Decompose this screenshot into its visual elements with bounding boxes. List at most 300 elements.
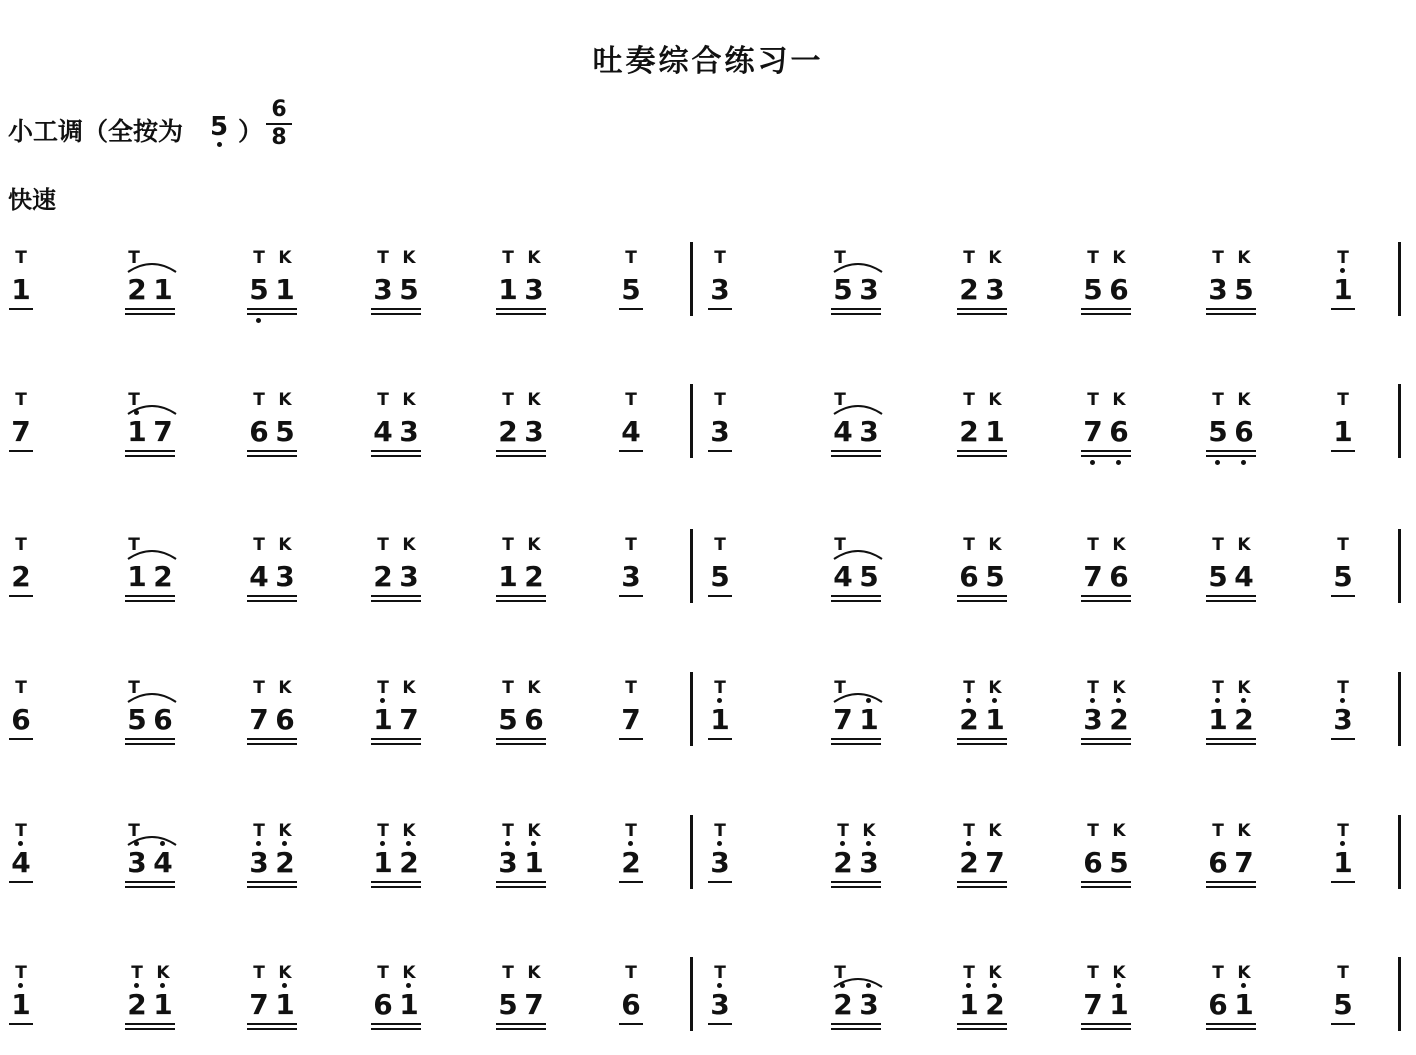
note-group [246,846,298,882]
high-octave-dot [18,841,23,846]
tonguing-marks [707,535,733,555]
tonguing-t: T [253,678,265,698]
note-digit: 1 [272,988,298,1021]
duration-underline [1206,595,1256,597]
high-octave-dot [1090,698,1095,703]
tonguing-t: T [625,390,637,410]
note-group [1330,415,1356,451]
duration-underline [708,308,732,310]
note-digit: 6 [1109,273,1129,306]
high-octave-dot [160,983,165,988]
duration-underline [1081,600,1131,602]
duration-underline [1206,886,1256,888]
note-digit: 2 [127,273,147,306]
beat-group [1205,382,1295,482]
duration-underline [9,595,33,597]
beat-group [246,527,336,627]
duration-underline [957,450,1007,452]
tonguing-t: T [1337,248,1349,268]
duration-underline [831,595,881,597]
tonguing-k: K [988,390,1002,410]
note-digit: 3 [124,846,150,879]
tonguing-t: T [502,535,514,555]
tonguing-marks [246,963,298,983]
note-group [618,273,644,309]
tonguing-k: K [527,821,541,841]
tonguing-marks [8,535,34,555]
duration-underline [831,881,881,883]
duration-underline [371,881,421,883]
note-digit: 3 [1208,273,1228,306]
slur-arc [830,545,886,561]
note-group [618,988,644,1024]
duration-underline [125,1023,175,1025]
tonguing-t: T [377,821,389,841]
high-octave-dot [992,983,997,988]
tonguing-k: K [156,963,170,983]
note-digit: 6 [1231,415,1257,448]
note-group [1080,273,1132,309]
note-group [1330,703,1356,739]
slur-arc [124,545,180,561]
duration-underline [708,595,732,597]
tonguing-k: K [527,535,541,555]
note-digit: 1 [11,273,31,306]
note-group [1205,703,1257,739]
duration-underline [831,886,881,888]
note-digit: 2 [498,415,518,448]
tonguing-k: K [988,821,1002,841]
tonguing-t: T [1087,678,1099,698]
tonguing-k: K [278,678,292,698]
duration-underline [247,595,297,597]
tonguing-t: T [15,821,27,841]
tempo-marking: 快速 [8,186,56,214]
duration-underline [125,313,175,315]
duration-underline [1081,738,1131,740]
beat-group [1080,240,1170,340]
tonguing-marks [618,963,644,983]
high-octave-dot [1116,698,1121,703]
note-digit: 1 [396,988,422,1021]
beat-group [124,813,214,913]
tonguing-marks [1330,963,1356,983]
tonguing-k: K [1112,963,1126,983]
high-octave-dot [1340,841,1345,846]
tonguing-marks [246,535,298,555]
duration-underline [247,743,297,745]
beat-group [1205,527,1295,627]
duration-underline [1331,595,1355,597]
beat-group [8,955,98,1055]
tonguing-t: T [377,535,389,555]
tonguing-marks [956,821,1008,841]
note-digit: 2 [956,703,982,736]
tonguing-marks [618,821,644,841]
beat-group [495,382,585,482]
high-octave-dot [282,983,287,988]
note-digit: 7 [153,415,173,448]
score-row [0,955,1416,1055]
note-digit: 1 [498,560,518,593]
beat-group [1205,955,1295,1055]
beat-group [1080,382,1170,482]
slur-arc [124,688,180,704]
beat-group [618,382,708,482]
beat-group [1080,670,1170,770]
note-digit: 7 [524,988,544,1021]
note-digit: 6 [1106,415,1132,448]
tonguing-t: T [15,678,27,698]
tonguing-marks [1205,678,1257,698]
score-row [0,240,1416,340]
note-digit: 1 [1330,846,1356,879]
barline [1398,529,1401,603]
score-row [0,382,1416,482]
note-group [370,273,422,309]
note-digit: 4 [833,415,853,448]
time-signature-bottom: 8 [271,125,287,150]
low-octave-dot [1116,460,1121,465]
duration-underline [619,1023,643,1025]
beat-group [956,382,1046,482]
tonguing-t: T [128,390,140,410]
tonguing-marks [707,678,733,698]
beat-group [1330,527,1416,627]
slur-arc [830,688,886,704]
note-digit: 4 [8,846,34,879]
high-octave-dot [1116,983,1121,988]
note-digit: 5 [127,703,147,736]
beat-group [124,240,214,340]
note-group [495,988,547,1024]
duration-underline [247,455,297,457]
note-digit: 7 [399,703,419,736]
beat-group [370,240,460,340]
tonguing-k: K [1237,535,1251,555]
beat-group [1205,813,1295,913]
tonguing-t: T [963,821,975,841]
tonguing-t: T [128,821,140,841]
duration-underline [831,308,881,310]
tonguing-marks [1080,821,1132,841]
tonguing-marks [1080,535,1132,555]
beat-group [618,527,708,627]
tonguing-marks [830,821,882,841]
tonguing-marks [1205,390,1257,410]
slur-arc [124,831,180,847]
note-digit: 7 [1083,560,1103,593]
duration-underline [831,1023,881,1025]
note-digit: 3 [524,273,544,306]
high-octave-dot [1241,698,1246,703]
note-digit: 1 [153,273,173,306]
beat-group [370,382,460,482]
tonguing-marks [1205,248,1257,268]
tonguing-marks [495,248,547,268]
duration-underline [371,450,421,452]
note-group [1205,846,1257,882]
beat-group [495,955,585,1055]
high-octave-dot [966,698,971,703]
beat-group [618,955,708,1055]
tonguing-t: T [714,963,726,983]
note-group [8,560,34,596]
note-digit: 4 [621,415,641,448]
note-digit: 3 [373,273,393,306]
note-group [1205,273,1257,309]
duration-underline [371,738,421,740]
duration-underline [125,308,175,310]
note-group [246,273,298,309]
tonguing-marks [956,390,1008,410]
note-digit: 3 [495,846,521,879]
barline [1398,815,1401,889]
note-digit: 5 [498,988,518,1021]
note-group [124,988,176,1024]
tonguing-marks [956,535,1008,555]
beat-group [1330,670,1416,770]
tonguing-marks [1205,963,1257,983]
note-group [124,703,176,739]
note-group [707,988,733,1024]
duration-underline [957,308,1007,310]
tonguing-t: T [15,248,27,268]
note-group [618,415,644,451]
duration-underline [831,450,881,452]
tonguing-marks [370,390,422,410]
note-group [956,988,1008,1024]
duration-underline [1081,308,1131,310]
duration-underline [247,881,297,883]
tonguing-t: T [377,248,389,268]
tonguing-k: K [527,678,541,698]
tonguing-t: T [1087,821,1099,841]
note-digit: 1 [985,415,1005,448]
high-octave-dot [1340,698,1345,703]
tonguing-marks [618,678,644,698]
note-group [830,703,882,739]
note-digit: 7 [11,415,31,448]
note-digit: 1 [1333,415,1353,448]
note-group [8,988,34,1024]
high-octave-dot [505,841,510,846]
note-digit: 6 [621,988,641,1021]
note-digit: 5 [1205,415,1231,448]
note-digit: 4 [373,415,393,448]
note-digit: 5 [1109,846,1129,879]
note-group [707,415,733,451]
note-group [495,560,547,596]
tonguing-t: T [1087,390,1099,410]
duration-underline [619,450,643,452]
tonguing-marks [1330,821,1356,841]
duration-underline [9,1023,33,1025]
slur-arc [830,258,886,274]
tonguing-marks [1080,678,1132,698]
note-digit: 7 [1234,846,1254,879]
note-digit: 2 [830,988,856,1021]
duration-underline [619,595,643,597]
note-digit: 6 [153,703,173,736]
duration-underline [496,600,546,602]
note-digit: 5 [275,415,295,448]
tonguing-t: T [625,248,637,268]
tonguing-marks [1330,678,1356,698]
slur-arc [830,400,886,416]
note-digit: 5 [246,273,272,306]
note-group [370,846,422,882]
beat-group [8,670,98,770]
note-digit: 3 [985,273,1005,306]
note-digit: 6 [524,703,544,736]
tonguing-k: K [988,535,1002,555]
tonguing-t: T [714,390,726,410]
note-digit: 6 [249,415,269,448]
note-digit: 4 [833,560,853,593]
key-close-paren: ） [238,117,264,146]
beat-group [707,527,797,627]
note-digit: 2 [373,560,393,593]
duration-underline [125,738,175,740]
tonguing-marks [124,963,176,983]
note-group [495,273,547,309]
beat-group [246,382,336,482]
note-group [8,415,34,451]
beat-group [1205,670,1295,770]
tonguing-marks [956,678,1008,698]
tonguing-t: T [377,390,389,410]
tonguing-t: T [253,963,265,983]
beat-group [956,240,1046,340]
tonguing-t: T [1337,390,1349,410]
note-digit: 7 [1083,988,1103,1021]
note-group [1205,415,1257,451]
note-digit: 2 [959,273,979,306]
note-digit: 2 [982,988,1008,1021]
slur-arc [830,973,886,989]
tonguing-k: K [402,821,416,841]
tonguing-t: T [625,678,637,698]
high-octave-dot [717,698,722,703]
note-group [1080,560,1132,596]
tonguing-t: T [502,678,514,698]
tonguing-t: T [253,821,265,841]
beat-group [618,813,708,913]
tonguing-t: T [502,248,514,268]
score-row [0,527,1416,627]
duration-underline [957,313,1007,315]
duration-underline [371,743,421,745]
tonguing-t: T [963,248,975,268]
note-group [830,988,882,1024]
duration-underline [496,595,546,597]
note-digit: 2 [956,846,982,879]
duration-underline [371,886,421,888]
duration-underline [9,450,33,452]
low-octave-dot [256,318,261,323]
duration-underline [1206,738,1256,740]
tonguing-t: T [963,390,975,410]
high-octave-dot [380,841,385,846]
note-digit: 6 [1208,846,1228,879]
note-digit: 2 [830,846,856,879]
tonguing-t: T [834,963,846,983]
note-group [1330,560,1356,596]
note-group [8,703,34,739]
note-digit: 6 [373,988,393,1021]
tonguing-marks [1205,821,1257,841]
beat-group [124,527,214,627]
tonguing-t: T [714,248,726,268]
duration-underline [831,743,881,745]
beat-group [956,527,1046,627]
high-octave-dot [160,841,165,846]
duration-underline [371,595,421,597]
barline [1398,957,1401,1031]
note-group [495,415,547,451]
high-octave-dot [966,983,971,988]
beat-group [956,670,1046,770]
duration-underline [125,450,175,452]
duration-underline [1206,600,1256,602]
note-digit: 5 [710,560,730,593]
barline [690,384,693,458]
note-digit: 3 [859,273,879,306]
duration-underline [496,455,546,457]
tonguing-t: T [131,963,143,983]
note-digit: 3 [859,415,879,448]
barline [1398,384,1401,458]
duration-underline [496,881,546,883]
duration-underline [831,738,881,740]
beat-group [830,955,920,1055]
high-octave-dot [717,983,722,988]
note-digit: 5 [1208,560,1228,593]
beat-group [8,527,98,627]
beat-group [8,382,98,482]
beat-group [495,670,585,770]
key-note [210,112,228,142]
tonguing-t: T [1212,390,1224,410]
duration-underline [496,313,546,315]
note-digit: 1 [1205,703,1231,736]
tonguing-marks [495,963,547,983]
note-digit: 7 [249,703,269,736]
note-digit: 2 [396,846,422,879]
tonguing-k: K [278,248,292,268]
duration-underline [957,1023,1007,1025]
duration-underline [708,881,732,883]
duration-underline [831,600,881,602]
tonguing-marks [370,678,422,698]
beat-group [124,955,214,1055]
beat-group [1080,955,1170,1055]
note-group [8,273,34,309]
beat-group [830,813,920,913]
tonguing-marks [618,248,644,268]
high-octave-dot [134,983,139,988]
duration-underline [1081,595,1131,597]
note-digit: 1 [982,703,1008,736]
tonguing-t: T [1087,535,1099,555]
duration-underline [125,595,175,597]
duration-underline [1331,308,1355,310]
duration-underline [9,308,33,310]
high-octave-dot [866,983,871,988]
tonguing-k: K [278,390,292,410]
note-digit: 1 [707,703,733,736]
